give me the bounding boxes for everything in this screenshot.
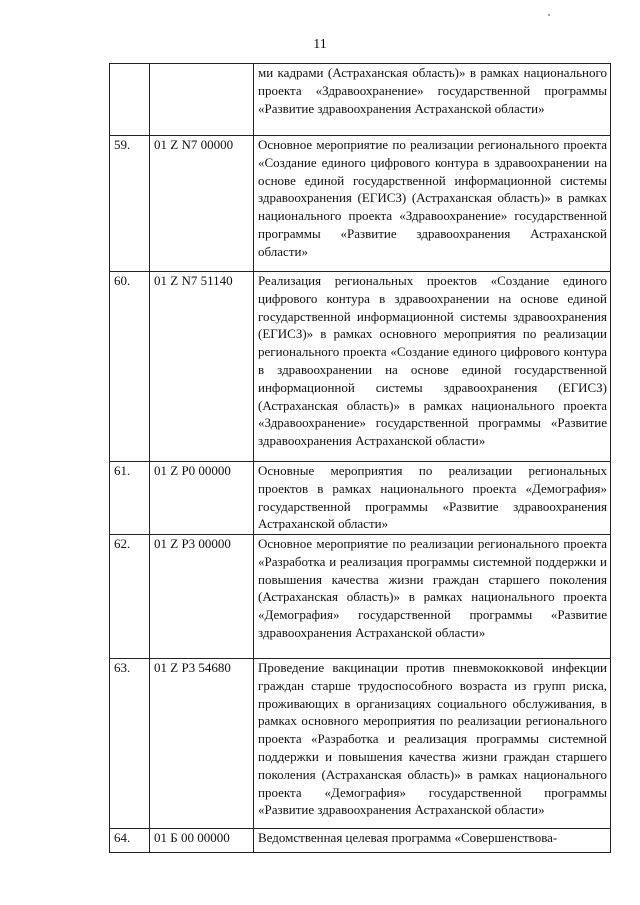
table-row bbox=[110, 535, 611, 659]
item-description: Ведомственная целевая программа «Совершенствова- bbox=[254, 829, 611, 853]
row-number: 60. bbox=[110, 272, 150, 462]
table-row bbox=[110, 64, 611, 136]
classification-code: 01 Б 00 00000 bbox=[150, 829, 254, 853]
table-row bbox=[110, 659, 611, 829]
row-number: 61. bbox=[110, 462, 150, 535]
table-row bbox=[110, 829, 611, 853]
row-number: 63. bbox=[110, 659, 150, 829]
row-number: 64. bbox=[110, 829, 150, 853]
classification-code: 01 Z P3 54680 bbox=[150, 659, 254, 829]
item-description: Основные мероприятия по реализации региональных проектов в рамках национального проекта «Демография» государственной программы «Развитие здравоохранения Астраханской области» bbox=[254, 462, 611, 535]
item-description: Проведение вакцинации против пневмококковой инфекции граждан старше трудоспособного возраста из групп риска, проживающих в организациях социального обслуживания, в рамках основного мероприятия по реализации регионального проекта «Разработка и реализация программы системной поддержки и повышения качества жизни граждан старшего поколения (Астраханская область)» в рамках национального проекта «Демография» государственной программы «Развитие здравоохранения Астраханской области» bbox=[254, 659, 611, 829]
classification-code: 01 Z N7 00000 bbox=[150, 136, 254, 272]
item-description: Основное мероприятие по реализации регионального проекта «Разработка и реализация программы системной поддержки и повышения качества жизни граждан старшего поколения (Астраханская область)» в рамках национального проекта «Демография» государственной программы «Развитие здравоохранения Астраханской области» bbox=[254, 535, 611, 659]
classification-code: 01 Z N7 51140 bbox=[150, 272, 254, 462]
item-description: Реализация региональных проектов «Создание единого цифрового контура в здравоохранении на основе единой государственной информационной системы здравоохранения (ЕГИСЗ)» в рамках основного мероприятия по реализации регионального проекта «Создание единого цифрового контура в здравоохранении на основе единой государственной информационной системы здравоохранения (ЕГИСЗ) (Астраханская область)» в рамках национального проекта «Здравоохранение» государственной программы «Развитие здравоохранения Астраханской области» bbox=[254, 272, 611, 462]
table-row bbox=[110, 462, 611, 535]
row-number bbox=[110, 64, 150, 136]
table-row bbox=[110, 136, 611, 272]
budget-classification-table bbox=[109, 63, 611, 853]
classification-code bbox=[150, 64, 254, 136]
row-number: 59. bbox=[110, 136, 150, 272]
row-number: 62. bbox=[110, 535, 150, 659]
scan-speck bbox=[548, 14, 550, 16]
item-description: Основное мероприятие по реализации регионального проекта «Создание единого цифрового контура в здравоохранении на основе единой государственной информационной системы здравоохранения (ЕГИСЗ) (Астраханская область)» в рамках национального проекта «Здравоохранение» государственной программы «Развитие здравоохранения Астраханской области» bbox=[254, 136, 611, 272]
classification-code: 01 Z P3 00000 bbox=[150, 535, 254, 659]
table-row bbox=[110, 272, 611, 462]
item-description: ми кадрами (Астраханская область)» в рамках национального проекта «Здравоохранение» государственной программы «Развитие здравоохранения Астраханской области» bbox=[254, 64, 611, 136]
classification-code: 01 Z P0 00000 bbox=[150, 462, 254, 535]
page-number: 11 bbox=[313, 37, 327, 52]
